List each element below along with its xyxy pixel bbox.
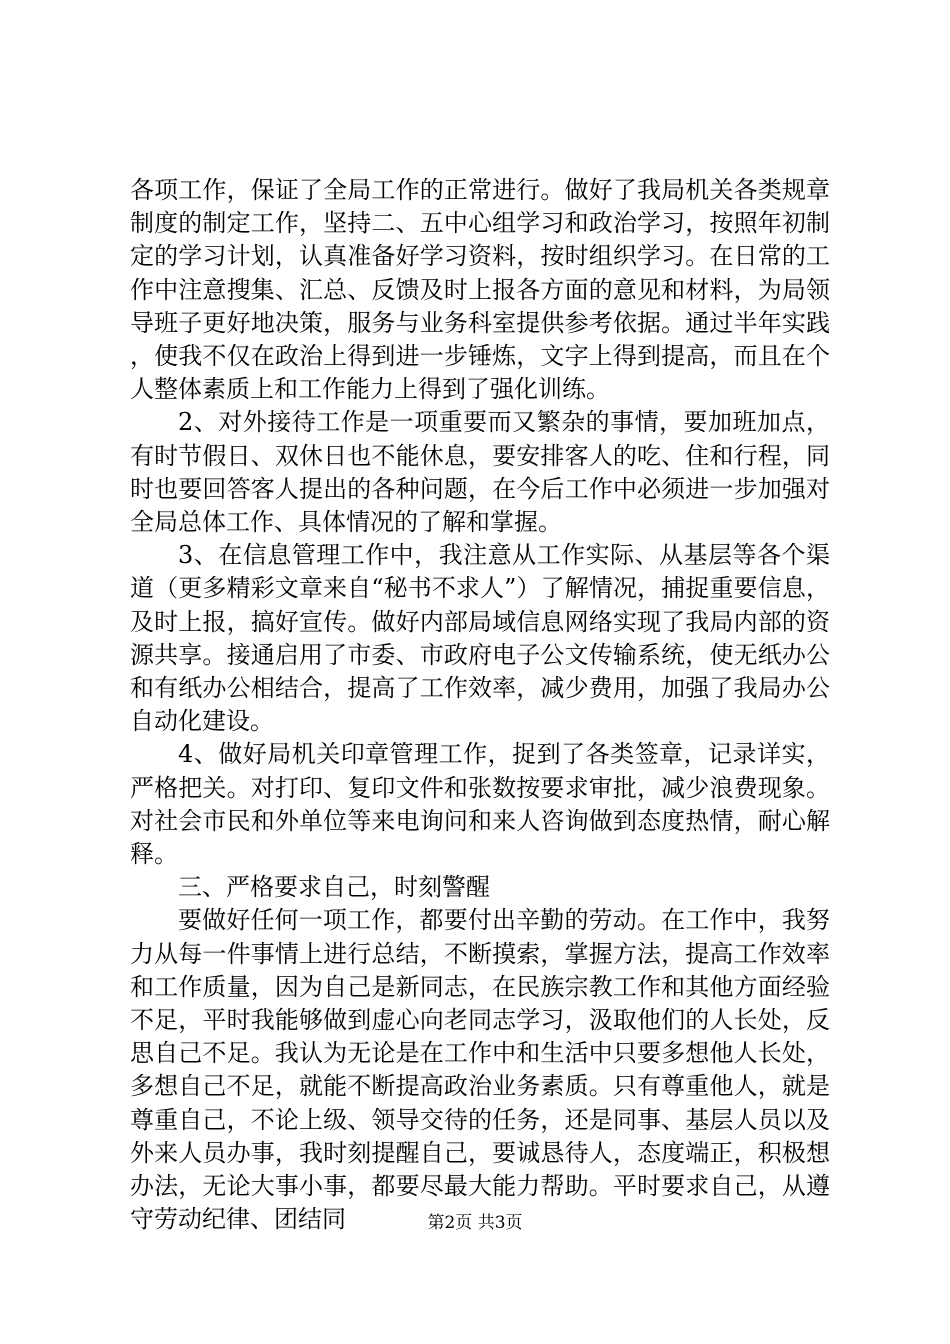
paragraph-2: 2、对外接待工作是一项重要而又繁杂的事情，要加班加点，有时节假日、双休日也不能休息，要安排客人的吃、住和行程，同时也要回答客人提出的各种问题，在今后工作中必须进一步加强对全局总体工作、具体情况的了解和掌握。 [130, 408, 830, 537]
paragraph-5: 要做好任何一项工作，都要付出辛勤的劳动。在工作中，我努力从每一件事情上进行总结，不断摸索，掌握方法，提高工作效率和工作质量，因为自己是新同志，在民族宗教工作和其他方面经验不足，平时我能够做到虚心向老同志学习，汲取他们的人长处，反思自己不足。我认为无论是在工作中和生活中只要多想他人长处，多想自己不足，就能不断提高政治业务素质。只有尊重他人，就是尊重自己，不论上级、领导交待的任务，还是同事、基层人员以及外来人员办事，我时刻提醒自己，要诚恳待人，态度端正，积极想办法，无论大事小事，都要尽最大能力帮助。平时要求自己，从遵守劳动纪律、团结同 [130, 906, 830, 1234]
section-heading: 三、严格要求自己，时刻警醒 [178, 873, 490, 902]
page-number-footer: 第2页 共3页 [427, 1213, 523, 1233]
paragraph-1: 各项工作，保证了全局工作的正常进行。做好了我局机关各类规章制度的制定工作，坚持二、五中心组学习和政治学习，按照年初制定的学习计划，认真准备好学习资料，按时组织学习。在日常的工作中注意搜集、汇总、反馈及时上报各方面的意见和材料，为局领导班子更好地决策，服务与业务科室提供参考依据。通过半年实践，使我不仅在政治上得到进一步锤炼，文字上得到提高，而且在个人整体素质上和工作能力上得到了强化训练。 [130, 176, 830, 404]
document-body [130, 174, 830, 1237]
paragraph-4: 4、做好局机关印章管理工作，捉到了各类签章，记录详实，严格把关。对打印、复印文件和张数按要求审批，减少浪费现象。对社会市民和外单位等来电询问和来人咨询做到态度热情，耐心解释。 [130, 740, 830, 869]
paragraph-3: 3、在信息管理工作中，我注意从工作实际、从基层等各个渠道（更多精彩文章来自“秘书不求人”）了解情况，捕捉重要信息，及时上报，搞好宣传。做好内部局域信息网络实现了我局内部的资源共享。接通启用了市委、市政府电子公文传输系统，使无纸办公和有纸办公相结合，提高了工作效率，减少费用，加强了我局办公自动化建设。 [130, 541, 830, 736]
